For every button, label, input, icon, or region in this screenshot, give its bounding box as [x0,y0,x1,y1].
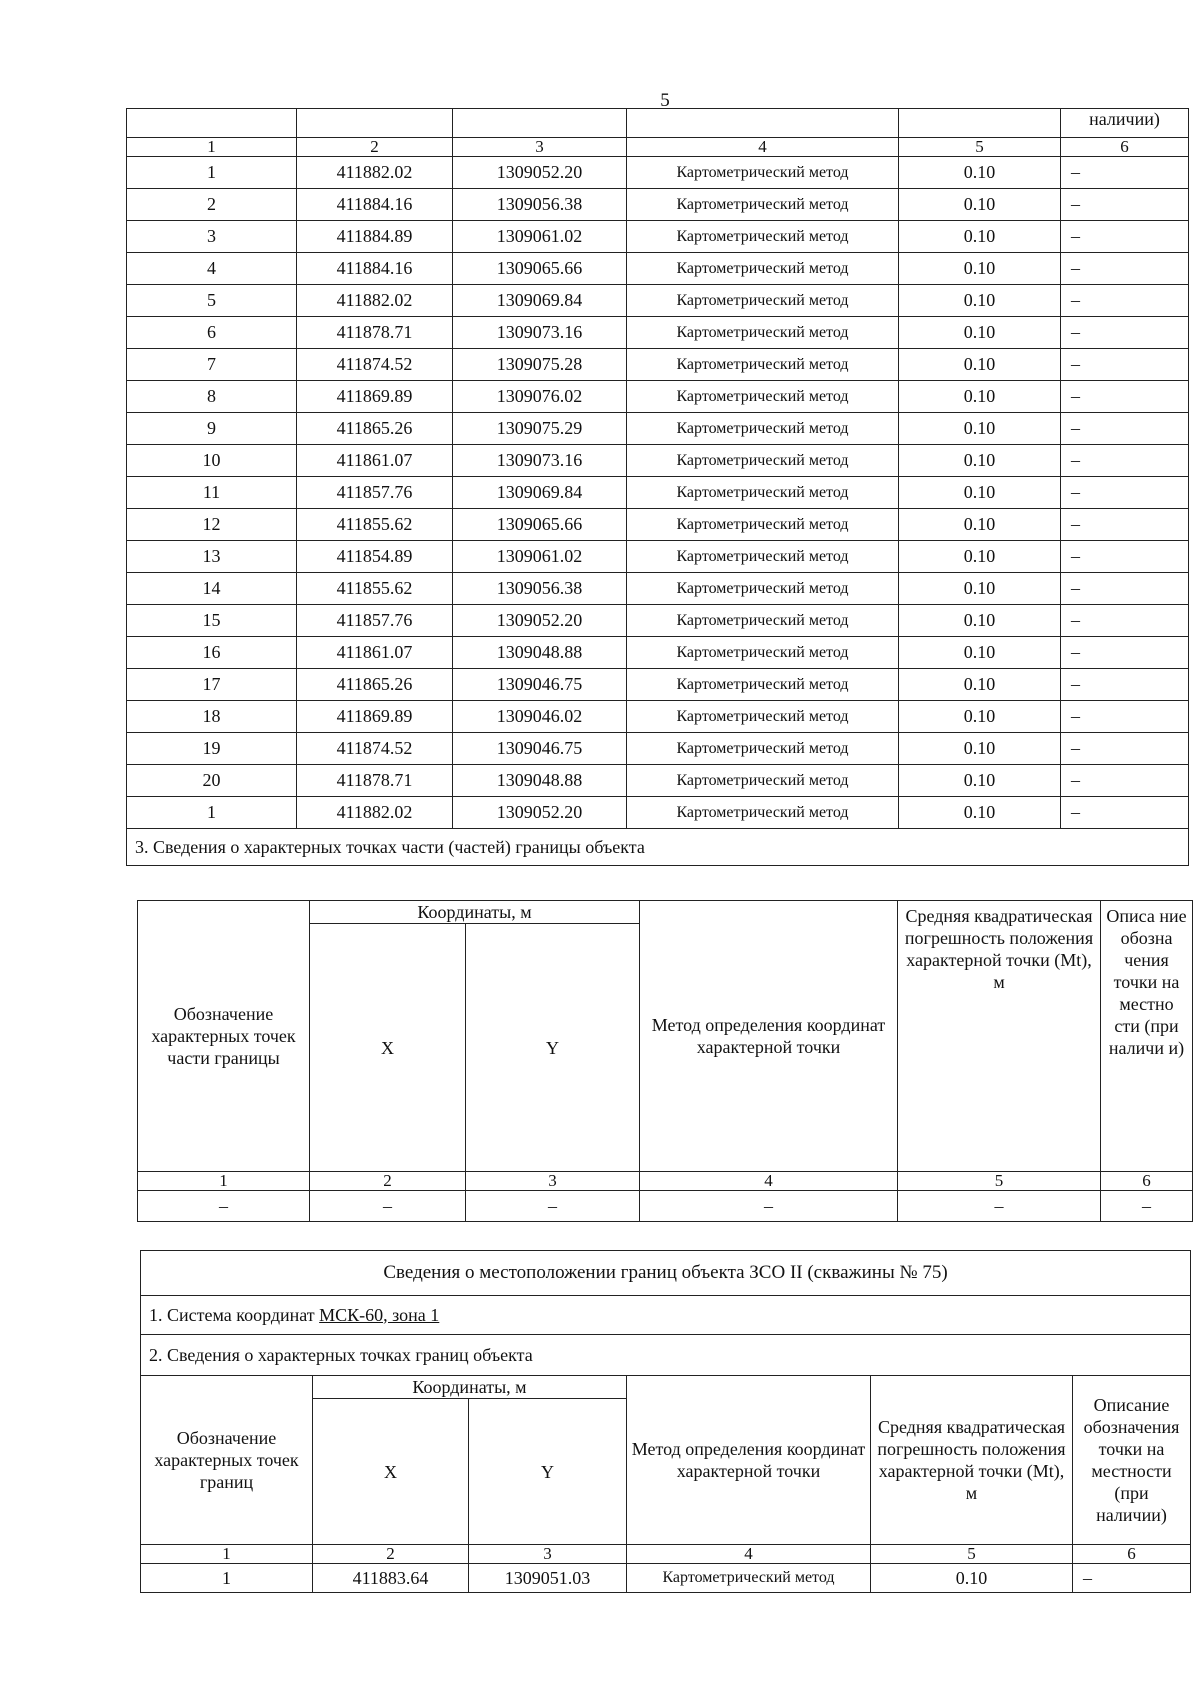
description: – [1061,285,1189,317]
part-boundary-table [137,900,1193,1222]
method: Картометрический метод [627,509,899,541]
description: – [1061,669,1189,701]
header-points: Обозначение характерных точек границ [141,1376,313,1545]
coord-y: 1309056.38 [453,573,627,605]
method: Картометрический метод [627,221,899,253]
description: – [1061,381,1189,413]
coord-y: 1309069.84 [453,477,627,509]
table-row [127,253,1189,285]
coord-y: 1309048.88 [453,765,627,797]
table-row [127,413,1189,445]
method: Картометрический метод [627,477,899,509]
point-id: 5 [127,285,297,317]
table-row [127,285,1189,317]
point-id: 20 [127,765,297,797]
error-mt: 0.10 [899,733,1061,765]
description: – [1061,157,1189,189]
coord-y: 1309048.88 [453,637,627,669]
method: Картометрический метод [627,541,899,573]
col-number: 4 [627,1545,871,1564]
description: – [1061,541,1189,573]
coord-x: 411884.16 [297,189,453,221]
coord-y: 1309076.02 [453,381,627,413]
col-number: 6 [1101,1172,1193,1191]
error-mt: 0.10 [899,349,1061,381]
col-number: 1 [141,1545,313,1564]
error-mt: 0.10 [899,413,1061,445]
coord-x: 411882.02 [297,157,453,189]
point-id: 18 [127,701,297,733]
method: Картометрический метод [627,317,899,349]
error-mt: 0.10 [899,701,1061,733]
table-row [127,157,1189,189]
coord-y: 1309073.16 [453,317,627,349]
point-id: 3 [127,221,297,253]
coord-x: 411865.26 [297,413,453,445]
coord-x: 411882.02 [297,797,453,829]
coord-y: 1309052.20 [453,605,627,637]
coord-x: 411883.64 [313,1564,469,1593]
top-header-row [127,109,1189,138]
empty-cell: – [138,1191,310,1222]
point-id: 15 [127,605,297,637]
error-mt: 0.10 [899,157,1061,189]
coord-y: 1309046.75 [453,669,627,701]
empty-cell: – [310,1191,466,1222]
point-id: 4 [127,253,297,285]
description: – [1061,733,1189,765]
method: Картометрический метод [627,413,899,445]
error-mt: 0.10 [871,1564,1073,1593]
point-id: 1 [127,157,297,189]
header-method: Метод определения координат характерной точки [627,1376,871,1545]
header-error: Средняя квадратическая погрешность положения характерной точки (Mt), м [871,1376,1073,1545]
col-number: 2 [297,138,453,157]
description: – [1061,189,1189,221]
error-mt: 0.10 [899,765,1061,797]
header-coordinates: Координаты, м [310,901,640,924]
method: Картометрический метод [627,157,899,189]
method: Картометрический метод [627,1564,871,1593]
error-mt: 0.10 [899,317,1061,349]
table-row [127,765,1189,797]
header-row-1 [141,1376,1191,1399]
coord-y: 1309065.66 [453,253,627,285]
error-mt: 0.10 [899,669,1061,701]
description: – [1061,221,1189,253]
point-id: 2 [127,189,297,221]
table-row [127,509,1189,541]
coord-system-value: МСК-60, зона 1 [319,1304,440,1325]
empty-cell: – [898,1191,1101,1222]
point-id: 14 [127,573,297,605]
coord-y: 1309046.75 [453,733,627,765]
column-number-row [127,138,1189,157]
point-id: 13 [127,541,297,573]
header-y: Y [466,924,640,1172]
method: Картометрический метод [627,285,899,317]
coord-x: 411861.07 [297,445,453,477]
method: Картометрический метод [627,445,899,477]
error-mt: 0.10 [899,605,1061,637]
method: Картометрический метод [627,637,899,669]
description: – [1061,413,1189,445]
col-number: 2 [310,1172,466,1191]
method: Картометрический метод [627,381,899,413]
col-number: 1 [127,138,297,157]
coord-x: 411878.71 [297,317,453,349]
table-row [141,1564,1191,1593]
table-row [127,317,1189,349]
table-row [127,221,1189,253]
col-number: 3 [453,138,627,157]
method: Картометрический метод [627,701,899,733]
table-row [127,541,1189,573]
header-row-1 [138,901,1193,924]
column-number-row [141,1545,1191,1564]
col-number: 5 [898,1172,1101,1191]
header-cell [453,109,627,138]
error-mt: 0.10 [899,637,1061,669]
col-number: 3 [469,1545,627,1564]
coord-x: 411878.71 [297,765,453,797]
coord-system-row [141,1296,1191,1335]
description: – [1061,349,1189,381]
method: Картометрический метод [627,253,899,285]
description: – [1061,797,1189,829]
coord-y: 1309075.28 [453,349,627,381]
description: – [1061,317,1189,349]
description: – [1061,573,1189,605]
coord-y: 1309051.03 [469,1564,627,1593]
table-row [127,605,1189,637]
coord-x: 411857.76 [297,605,453,637]
point-id: 9 [127,413,297,445]
boundary-points-table [126,108,1189,866]
coord-x: 411884.16 [297,253,453,285]
table-row [127,445,1189,477]
description: – [1061,637,1189,669]
method: Картометрический метод [627,605,899,637]
coord-y: 1309052.20 [453,157,627,189]
header-points: Обозначение характерных точек части границы [138,901,310,1172]
empty-cell: – [1101,1191,1193,1222]
coord-y: 1309061.02 [453,221,627,253]
description: – [1061,765,1189,797]
zso-title: Сведения о местоположении границ объекта ЗСО II (скважины № 75) [141,1251,1191,1296]
description: – [1061,701,1189,733]
section2-title-row [141,1335,1191,1376]
header-cell [127,109,297,138]
coord-x: 411865.26 [297,669,453,701]
error-mt: 0.10 [899,381,1061,413]
col-number: 1 [138,1172,310,1191]
col-number: 6 [1061,138,1189,157]
method: Картометрический метод [627,349,899,381]
col-number: 4 [640,1172,898,1191]
coord-x: 411855.62 [297,509,453,541]
section3-title-row [127,829,1189,866]
description: – [1061,605,1189,637]
coord-x: 411874.52 [297,733,453,765]
header-y: Y [469,1399,627,1545]
method: Картометрический метод [627,189,899,221]
col-number: 3 [466,1172,640,1191]
header-cell [899,109,1061,138]
coord-y: 1309056.38 [453,189,627,221]
description: – [1061,445,1189,477]
table-row [127,573,1189,605]
coord-y: 1309052.20 [453,797,627,829]
point-id: 7 [127,349,297,381]
error-mt: 0.10 [899,573,1061,605]
method: Картометрический метод [627,733,899,765]
error-mt: 0.10 [899,797,1061,829]
coord-x: 411854.89 [297,541,453,573]
coord-y: 1309061.02 [453,541,627,573]
empty-cell: – [466,1191,640,1222]
coord-system [141,1296,1191,1335]
point-id: 1 [127,797,297,829]
table-row [127,797,1189,829]
description: – [1073,1564,1191,1593]
error-mt: 0.10 [899,285,1061,317]
coord-y: 1309065.66 [453,509,627,541]
coord-y: 1309046.02 [453,701,627,733]
point-id: 16 [127,637,297,669]
method: Картометрический метод [627,669,899,701]
table-row [127,477,1189,509]
method: Картометрический метод [627,573,899,605]
col-number: 2 [313,1545,469,1564]
table-row [127,349,1189,381]
error-mt: 0.10 [899,189,1061,221]
header-error: Средняя квадратическая погрешность положения характерной точки (Mt), м [898,901,1101,1172]
coord-y: 1309075.29 [453,413,627,445]
method: Картометрический метод [627,797,899,829]
coord-x: 411855.62 [297,573,453,605]
table-row [127,701,1189,733]
table-row [127,637,1189,669]
coord-x: 411861.07 [297,637,453,669]
error-mt: 0.10 [899,541,1061,573]
table-row [127,381,1189,413]
coord-y: 1309073.16 [453,445,627,477]
section3-title: 3. Сведения о характерных точках части (частей) границы объекта [127,829,1189,866]
header-x: X [313,1399,469,1545]
coord-y: 1309069.84 [453,285,627,317]
point-id: 17 [127,669,297,701]
header-cell-description-tail: наличии) [1061,109,1189,138]
point-id: 8 [127,381,297,413]
point-id: 12 [127,509,297,541]
title-row [141,1251,1191,1296]
coord-x: 411884.89 [297,221,453,253]
error-mt: 0.10 [899,509,1061,541]
method: Картометрический метод [627,765,899,797]
coord-x: 411857.76 [297,477,453,509]
description: – [1061,509,1189,541]
table-row [127,189,1189,221]
point-id: 1 [141,1564,313,1593]
coord-x: 411882.02 [297,285,453,317]
point-id: 11 [127,477,297,509]
coord-system-label: 1. Система координат [149,1304,320,1325]
col-number: 4 [627,138,899,157]
header-x: X [310,924,466,1172]
col-number: 5 [871,1545,1073,1564]
error-mt: 0.10 [899,445,1061,477]
table-row [127,669,1189,701]
header-cell [627,109,899,138]
header-coordinates: Координаты, м [313,1376,627,1399]
empty-data-row [138,1191,1193,1222]
point-id: 10 [127,445,297,477]
error-mt: 0.10 [899,221,1061,253]
col-number: 6 [1073,1545,1191,1564]
zso-boundary-table [140,1250,1191,1593]
page-number: 5 [660,90,670,111]
empty-cell: – [640,1191,898,1222]
table-row [127,733,1189,765]
description: – [1061,253,1189,285]
col-number: 5 [899,138,1061,157]
description: – [1061,477,1189,509]
section2-title: 2. Сведения о характерных точках границ объекта [141,1335,1191,1376]
column-number-row [138,1172,1193,1191]
error-mt: 0.10 [899,477,1061,509]
point-id: 6 [127,317,297,349]
header-description: Описание обозначения точки на местности (при наличии) [1073,1376,1191,1545]
header-description: Описа ние обозна чения точки на местно сти (при наличи и) [1101,901,1193,1172]
coord-x: 411869.89 [297,701,453,733]
coord-x: 411874.52 [297,349,453,381]
coord-x: 411869.89 [297,381,453,413]
header-cell [297,109,453,138]
error-mt: 0.10 [899,253,1061,285]
header-method: Метод определения координат характерной точки [640,901,898,1172]
point-id: 19 [127,733,297,765]
